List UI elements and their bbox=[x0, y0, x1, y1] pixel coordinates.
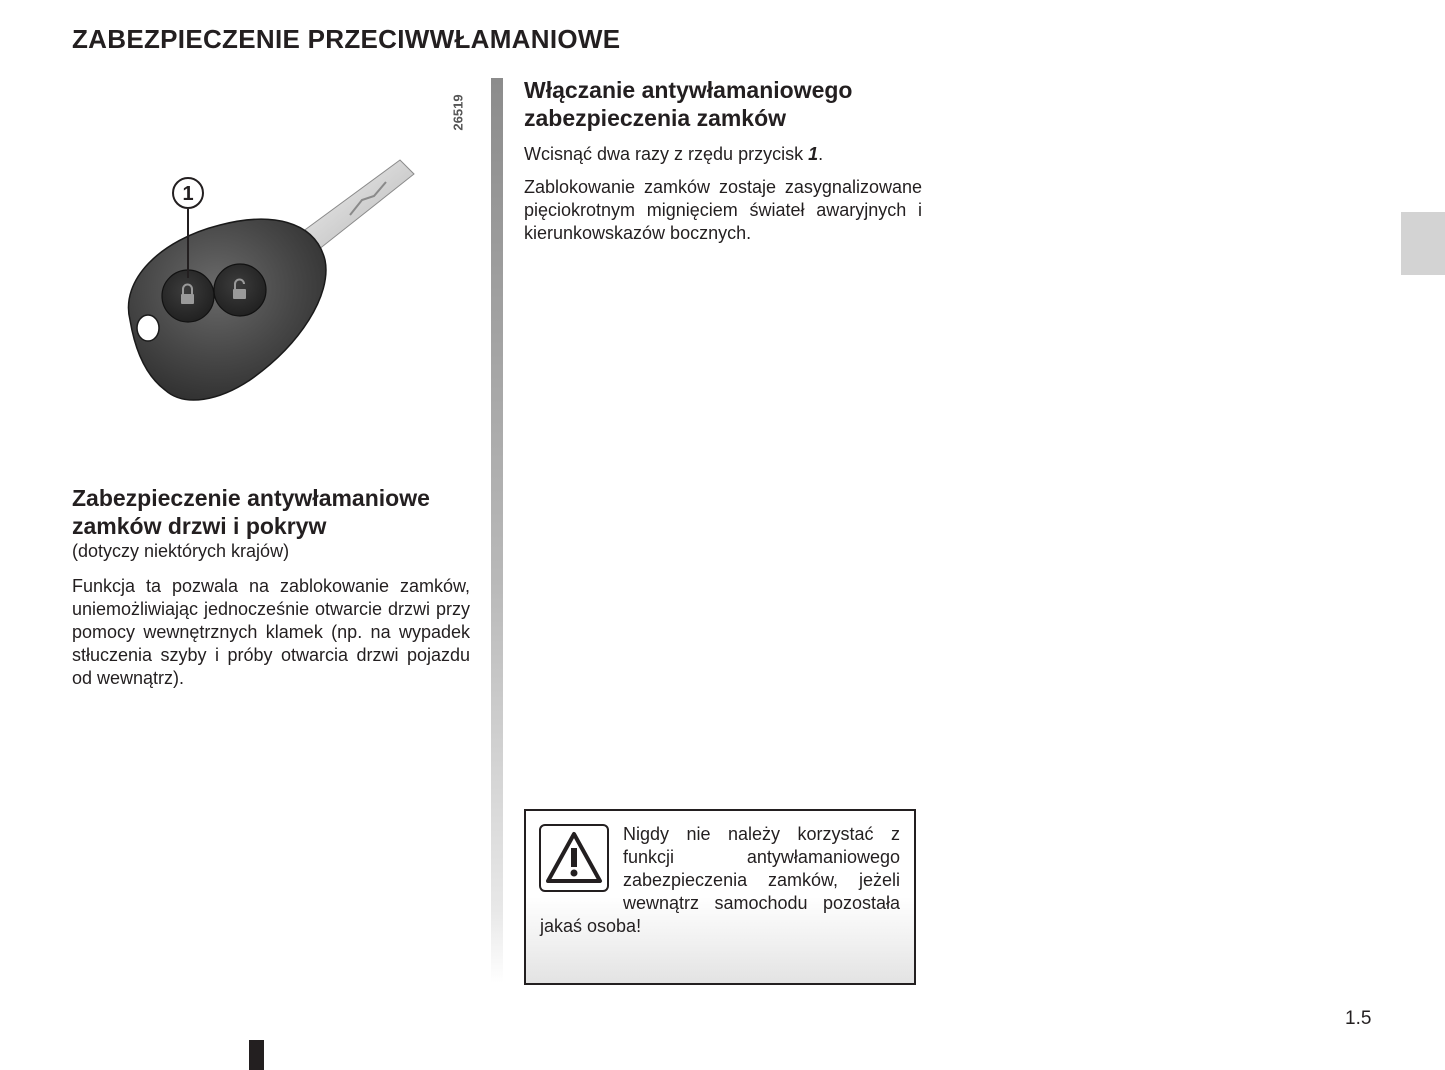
warning-triangle-icon bbox=[539, 824, 609, 892]
unlock-button bbox=[214, 264, 266, 316]
confirmation-paragraph: Zablokowanie zamków zostaje zasygnalizowane pięciokrotnym mignięciem świateł awaryjnych i kierunkowskazów bocznych. bbox=[524, 177, 922, 243]
key-blade bbox=[302, 160, 414, 250]
warning-text: Nigdy nie należy korzystać z funkcji antywłamaniowego zabezpieczenia zamków, jeżeli wewnątrz samochodu pozostała jakaś osoba! bbox=[540, 824, 900, 936]
instruction-text: Wcisnąć dwa razy z rzędu przycisk bbox=[524, 144, 809, 164]
column-divider bbox=[491, 78, 503, 983]
side-tab bbox=[1401, 212, 1445, 275]
left-section bbox=[72, 484, 470, 690]
corner-mark bbox=[249, 1040, 264, 1070]
key-ring-hole bbox=[137, 315, 159, 341]
figure-code-label: 26519 bbox=[450, 93, 466, 131]
key-fob-illustration bbox=[100, 80, 480, 420]
section-heading: Zabezpieczenie antywłamaniowe zamków drzwi i pokryw bbox=[72, 485, 430, 539]
section-note: (dotyczy niektórych krajów) bbox=[72, 541, 290, 561]
instruction-end: . bbox=[818, 144, 824, 164]
section-heading-activation: Włączanie antywłamaniowego zabezpieczenia zamków bbox=[524, 77, 853, 131]
page-title: ZABEZPIECZENIE PRZECIWWŁAMANIOWE bbox=[72, 24, 621, 54]
instruction-paragraph bbox=[524, 143, 922, 166]
page-number: 1.5 bbox=[1345, 1008, 1372, 1029]
warning-box bbox=[524, 809, 916, 985]
callout-number: 1 bbox=[182, 183, 194, 205]
section-body: Funkcja ta pozwala na zablokowanie zamków, uniemożliwiając jednocześnie otwarcie drzwi przy pomocy wewnętrznych klamek (np. na wypadek stłuczenia szyby i próby otwarcia drzwi pojazdu od wewnątrz). bbox=[72, 576, 470, 688]
right-section bbox=[524, 76, 922, 245]
button-reference: 1 bbox=[808, 144, 819, 164]
